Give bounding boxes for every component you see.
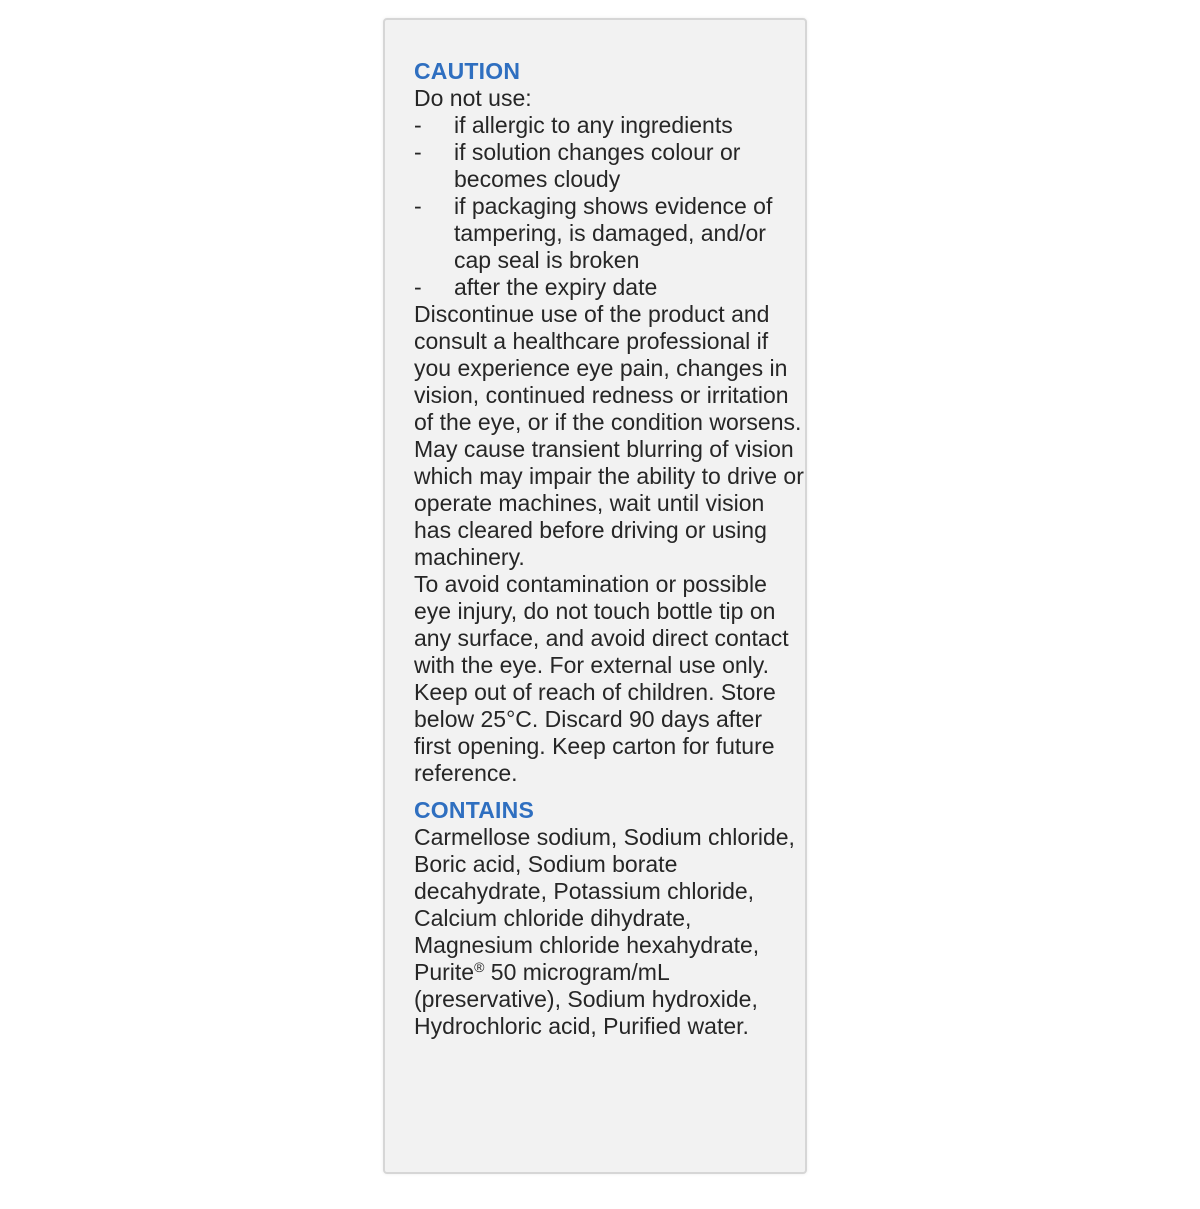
list-item-text: after the expiry date — [454, 274, 658, 300]
dash-bullet: - — [414, 139, 422, 165]
list-item — [414, 139, 804, 193]
label-panel — [383, 18, 807, 1174]
contains-heading: CONTAINS — [414, 797, 535, 823]
dash-bullet: - — [414, 274, 422, 300]
caution-paragraph: May cause transient blurring of vision which may impair the ability to drive or operate machines, wait until vision has cleared before driving or using machinery. — [414, 436, 804, 570]
caution-paragraph: Discontinue use of the product and consult a healthcare professional if you experience eye pain, changes in vision, continued redness or irritation of the eye, or if the condition worsens. — [414, 301, 802, 435]
list-item-text: if allergic to any ingredients — [454, 112, 733, 138]
dash-bullet: - — [414, 193, 422, 219]
list-item — [414, 274, 804, 301]
ingredients-text-part: Carmellose sodium, Sodium chloride, Boric acid, Sodium borate decahydrate, Potassium chloride, Calcium chloride dihydrate, Magnesium chloride hexahydrate, Purite — [414, 824, 795, 985]
do-not-use-list — [414, 112, 804, 301]
caution-paragraph: To avoid contamination or possible eye injury, do not touch bottle tip on any surface, and avoid direct contact with the eye. For external use only. Keep out of reach of children. Store below 25°C. Discard 90 days after first opening. Keep carton for future reference. — [414, 571, 789, 786]
list-item-text: if packaging shows evidence of tampering, is damaged, and/or cap seal is broken — [454, 193, 773, 273]
caution-intro: Do not use: — [414, 85, 532, 111]
list-item — [414, 193, 804, 274]
registered-mark: ® — [474, 959, 485, 975]
ingredients-text — [414, 824, 804, 1040]
dash-bullet: - — [414, 112, 422, 138]
caution-heading: CAUTION — [414, 58, 521, 84]
list-item — [414, 112, 804, 139]
list-item-text: if solution changes colour or becomes cloudy — [454, 139, 741, 192]
ingredients-text-part: 50 microgram/mL (preservative), Sodium hydroxide, Hydrochloric acid, Purified water. — [414, 959, 758, 1039]
label-content — [414, 58, 804, 1040]
